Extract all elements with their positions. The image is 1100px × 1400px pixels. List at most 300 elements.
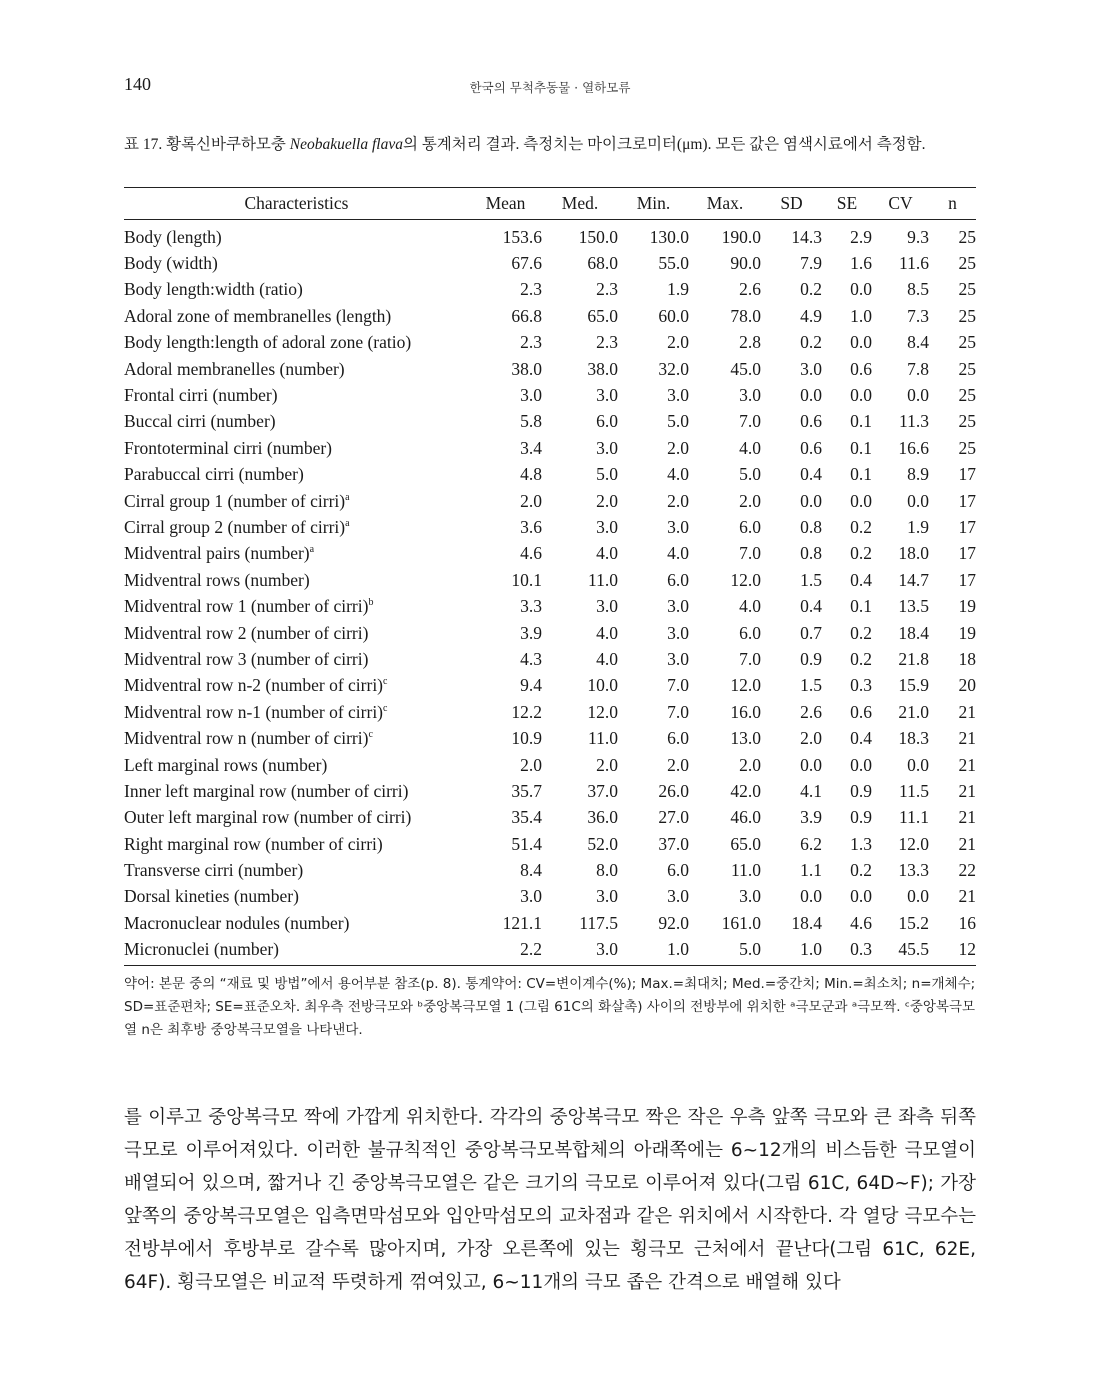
cell-mean: 2.0: [520, 754, 542, 775]
cell-max: 12.0: [730, 569, 761, 590]
characteristic-label: Transverse cirri (number): [124, 860, 304, 881]
cell-median: 3.0: [596, 437, 618, 458]
cell-n: 25: [958, 253, 976, 274]
table-row: [124, 857, 976, 883]
characteristic-label: Cirral group 1 (number of cirri): [124, 490, 346, 511]
cell-min: 4.0: [667, 543, 689, 564]
cell-min: 3.0: [667, 886, 689, 907]
cell-median: 3.0: [596, 516, 618, 537]
cell-se: 1.3: [850, 833, 872, 854]
cell-min: 4.0: [667, 464, 689, 485]
cell-n: 25: [958, 305, 976, 326]
cell-n: 17: [958, 569, 976, 590]
table-row: [124, 937, 976, 966]
cell-se: 0.4: [850, 728, 872, 749]
cell-mean: 153.6: [502, 226, 542, 247]
table-row: [124, 382, 976, 408]
cell-se: 0.0: [850, 332, 872, 353]
cell-median: 4.0: [596, 622, 618, 643]
cell-max: 3.0: [739, 385, 761, 406]
cell-median: 36.0: [587, 807, 618, 828]
cell-min: 3.0: [667, 516, 689, 537]
table-row: [124, 435, 976, 461]
characteristic-label: Macronuclear nodules (number): [124, 912, 350, 933]
running-header: 한국의 무척추동물 · 열하모류: [469, 80, 631, 95]
cell-max: 6.0: [739, 622, 761, 643]
footnote-marker: c: [383, 702, 388, 714]
cell-cv: 15.2: [898, 912, 929, 933]
cell-se: 0.3: [850, 675, 872, 696]
header-max: Max.: [689, 188, 761, 220]
cell-max: 90.0: [730, 253, 761, 274]
cell-mean: 67.6: [511, 253, 542, 274]
table-row: [124, 673, 976, 699]
body-paragraph: 를 이루고 중앙복극모 짝에 가깝게 위치한다. 각각의 중앙복극모 짝은 작은 우측 앞쪽 극모와 큰 좌측 뒤쪽 극모로 이루어져있다. 이러한 불규칙적인 중앙복극모복합체의 아래쪽에는 6~12개의 비스듬한 극모열이 배열되어 있으며, 짧거나 긴 중앙복극모열은 같은 크기의 극모로 이루어져 있다(그림 61C, 64D~F); 가장 앞쪽의 중앙복극모열은 입측면막섬모와 입안막섬모의 교차점과 같은 위치에서 시작한다. 각 열당 극모수는 전방부에서 후방부로 갈수록 많아지며, 가장 오른쪽에 있는 횡극모 근처에서 끝난다(그림 61C, 62E, 64F). 횡극모열은 비교적 뚜렷하게 꺾여있고, 6~11개의 극모 좁은 간격으로 배열해 있다: [124, 1107, 976, 1293]
table-row: [124, 462, 976, 488]
cell-mean: 2.3: [520, 332, 542, 353]
cell-n: 25: [958, 437, 976, 458]
cell-mean: 35.4: [511, 807, 542, 828]
cell-median: 68.0: [587, 253, 618, 274]
cell-n: 21: [958, 701, 976, 722]
cell-min: 3.0: [667, 385, 689, 406]
cell-mean: 5.8: [520, 411, 542, 432]
characteristic-label: Left marginal rows (number): [124, 754, 328, 775]
table-row: [124, 778, 976, 804]
cell-median: 3.0: [596, 385, 618, 406]
characteristic-label: Outer left marginal row (number of cirri): [124, 807, 412, 828]
cell-median: 2.3: [596, 279, 618, 300]
cell-cv: 11.5: [899, 780, 929, 801]
cell-mean: 2.2: [469, 937, 542, 966]
cell-n: 17: [958, 516, 976, 537]
cell-min: 6.0: [667, 860, 689, 881]
cell-median: 2.0: [596, 754, 618, 775]
cell-n: 22: [958, 860, 976, 881]
cell-cv: 18.0: [898, 543, 929, 564]
cell-characteristic: [124, 831, 469, 857]
cell-max: 11.0: [731, 860, 761, 881]
cell-cv: 8.5: [907, 279, 929, 300]
cell-n: 21: [958, 754, 976, 775]
cell-max: 12.0: [730, 675, 761, 696]
cell-characteristic: [124, 435, 469, 461]
cell-min: 60.0: [658, 305, 689, 326]
cell-characteristic: [124, 752, 469, 778]
cell-characteristic: [124, 330, 469, 356]
cell-median: 3.0: [542, 937, 618, 966]
cell-max: 5.0: [689, 937, 761, 966]
cell-cv: 13.3: [898, 860, 929, 881]
header-se: SE: [822, 188, 872, 220]
cell-min: 26.0: [658, 780, 689, 801]
cell-n: 25: [958, 332, 976, 353]
table-row: [124, 884, 976, 910]
table-header-row: [124, 188, 976, 220]
cell-se: 0.6: [850, 701, 872, 722]
cell-n: 21: [958, 886, 976, 907]
cell-characteristic: [124, 937, 469, 966]
header-characteristics: Characteristics: [124, 188, 469, 220]
cell-min: 7.0: [667, 701, 689, 722]
table-row: [124, 593, 976, 619]
cell-sd: 0.8: [800, 516, 822, 537]
cell-sd: 2.0: [800, 728, 822, 749]
cell-characteristic: [124, 646, 469, 672]
cell-n: 25: [958, 385, 976, 406]
footnote-marker: a: [345, 518, 350, 530]
cell-cv: 14.7: [898, 569, 929, 590]
cell-characteristic: [124, 593, 469, 619]
cell-mean: 38.0: [511, 358, 542, 379]
cell-cv: 11.3: [899, 411, 929, 432]
cell-sd: 1.5: [800, 569, 822, 590]
cell-sd: 4.9: [800, 305, 822, 326]
cell-se: 0.2: [850, 622, 872, 643]
cell-min: 2.0: [667, 490, 689, 511]
cell-characteristic: [124, 356, 469, 382]
cell-min: 3.0: [667, 596, 689, 617]
cell-median: 11.0: [588, 728, 618, 749]
cell-sd: 3.9: [800, 807, 822, 828]
cell-n: 25: [958, 411, 976, 432]
table-row: [124, 725, 976, 751]
characteristic-label: Midventral row 1 (number of cirri): [124, 596, 369, 617]
cell-sd: 0.2: [800, 279, 822, 300]
statistics-table: [124, 187, 976, 966]
table-row: [124, 330, 976, 356]
caption-species: Neobakuella flava: [289, 136, 403, 153]
cell-min: 32.0: [658, 358, 689, 379]
cell-n: 12: [929, 937, 976, 966]
cell-max: 161.0: [721, 912, 761, 933]
cell-median: 65.0: [587, 305, 618, 326]
cell-se: 1.0: [850, 305, 872, 326]
cell-cv: 9.3: [907, 226, 929, 247]
table-row: [124, 303, 976, 329]
table-row: [124, 277, 976, 303]
table-row: [124, 646, 976, 672]
table-row: [124, 541, 976, 567]
statistics-table-wrap: [124, 187, 976, 966]
characteristic-label: Adoral zone of membranelles (length): [124, 305, 392, 326]
cell-min: 2.0: [667, 437, 689, 458]
cell-median: 3.0: [596, 596, 618, 617]
cell-sd: 0.6: [800, 411, 822, 432]
cell-n: 25: [958, 279, 976, 300]
cell-max: 4.0: [739, 596, 761, 617]
cell-median: 6.0: [596, 411, 618, 432]
cell-mean: 3.3: [520, 596, 542, 617]
characteristic-label: Parabuccal cirri (number): [124, 464, 304, 485]
cell-se: 0.2: [850, 648, 872, 669]
table-row: [124, 699, 976, 725]
footnote-marker: c: [368, 729, 373, 741]
cell-characteristic: [124, 541, 469, 567]
cell-se: 0.2: [850, 516, 872, 537]
cell-sd: 2.6: [800, 701, 822, 722]
cell-max: 45.0: [730, 358, 761, 379]
characteristic-label: Midventral row n (number of cirri): [124, 728, 369, 749]
cell-se: 1.6: [850, 253, 872, 274]
cell-cv: 11.6: [899, 253, 929, 274]
cell-cv: 0.0: [907, 886, 929, 907]
characteristic-label: Cirral group 2 (number of cirri): [124, 516, 346, 537]
cell-max: 7.0: [739, 411, 761, 432]
cell-min: 92.0: [658, 912, 689, 933]
cell-characteristic: [124, 220, 469, 251]
cell-mean: 9.4: [520, 675, 542, 696]
cell-n: 21: [958, 780, 976, 801]
cell-min: 6.0: [667, 728, 689, 749]
cell-max: 42.0: [730, 780, 761, 801]
cell-characteristic: [124, 409, 469, 435]
cell-max: 5.0: [739, 464, 761, 485]
cell-sd: 0.9: [800, 648, 822, 669]
cell-mean: 3.9: [520, 622, 542, 643]
cell-cv: 7.8: [907, 358, 929, 379]
cell-cv: 8.4: [907, 332, 929, 353]
cell-n: 18: [958, 648, 976, 669]
cell-se: 0.1: [850, 437, 872, 458]
cell-sd: 0.0: [800, 754, 822, 775]
cell-n: 19: [958, 622, 976, 643]
cell-characteristic: [124, 277, 469, 303]
table-footnote: 약어: 본문 중의 “재료 및 방법”에서 용어부분 참조(p. 8). 통계약어: CV=변이계수(%); Max.=최대치; Med.=중간치; Min.=최소치; n=개체수; SD=표준편차; SE=표준오차. 최우측 전방극모와 ᵇ중앙복극모열 1 (그림 61C의 화살촉) 사이의 전방부에 위치한 ᵃ극모군과 ᵃ극모짝. ᶜ중앙복극모열 n은 최후방 중앙복극모열을 나타낸다.: [124, 976, 976, 1038]
characteristic-label: Right marginal row (number of cirri): [124, 833, 383, 854]
page-number: 140: [124, 74, 151, 94]
cell-sd: 0.7: [800, 622, 822, 643]
cell-characteristic: [124, 514, 469, 540]
header-cv: CV: [872, 188, 929, 220]
cell-characteristic: [124, 673, 469, 699]
cell-se: 0.6: [850, 358, 872, 379]
cell-sd: 0.6: [800, 437, 822, 458]
characteristic-label: Midventral row n-1 (number of cirri): [124, 701, 384, 722]
cell-n: 20: [958, 675, 976, 696]
cell-se: 0.2: [850, 860, 872, 881]
cell-characteristic: [124, 910, 469, 936]
cell-max: 3.0: [739, 886, 761, 907]
cell-sd: 1.5: [800, 675, 822, 696]
cell-max: 46.0: [730, 807, 761, 828]
cell-median: 38.0: [587, 358, 618, 379]
footnote-marker: a: [309, 544, 315, 556]
cell-characteristic: [124, 620, 469, 646]
cell-max: 2.8: [739, 332, 761, 353]
cell-characteristic: [124, 567, 469, 593]
cell-cv: 13.5: [898, 596, 929, 617]
cell-mean: 12.2: [511, 701, 542, 722]
cell-cv: 0.0: [907, 385, 929, 406]
cell-sd: 0.2: [800, 332, 822, 353]
cell-cv: 11.1: [899, 807, 929, 828]
cell-characteristic: [124, 805, 469, 831]
cell-sd: 6.2: [800, 833, 822, 854]
cell-n: 21: [958, 807, 976, 828]
cell-median: 8.0: [596, 860, 618, 881]
cell-min: 7.0: [667, 675, 689, 696]
cell-median: 11.0: [588, 569, 618, 590]
cell-n: 16: [958, 912, 976, 933]
cell-median: 4.0: [596, 648, 618, 669]
characteristic-label: Body length:width (ratio): [124, 279, 303, 300]
cell-max: 2.0: [739, 754, 761, 775]
cell-sd: 1.1: [800, 860, 822, 881]
cell-se: 4.6: [850, 912, 872, 933]
table-row: [124, 910, 976, 936]
characteristic-label: Midventral pairs (number): [124, 543, 310, 564]
cell-n: 17: [958, 464, 976, 485]
characteristic-label: Frontoterminal cirri (number): [124, 437, 332, 458]
table-row: [124, 409, 976, 435]
cell-median: 10.0: [587, 675, 618, 696]
cell-mean: 8.4: [520, 860, 542, 881]
characteristic-label: Adoral membranelles (number): [124, 358, 345, 379]
cell-min: 3.0: [667, 622, 689, 643]
cell-sd: 0.0: [800, 886, 822, 907]
cell-min: 1.0: [618, 937, 689, 966]
footnote-marker: c: [383, 676, 388, 688]
cell-se: 0.1: [850, 464, 872, 485]
cell-max: 7.0: [739, 648, 761, 669]
cell-median: 2.0: [596, 490, 618, 511]
cell-max: 2.6: [739, 279, 761, 300]
cell-mean: 121.1: [502, 912, 542, 933]
table-row: [124, 488, 976, 514]
cell-se: 0.0: [850, 754, 872, 775]
cell-cv: 21.8: [898, 648, 929, 669]
cell-sd: 0.0: [800, 385, 822, 406]
cell-min: 27.0: [658, 807, 689, 828]
characteristic-label: Dorsal kineties (number): [124, 886, 299, 907]
table-row: [124, 752, 976, 778]
cell-cv: 45.5: [872, 937, 929, 966]
cell-median: 2.3: [596, 332, 618, 353]
caption-prefix: 표 17. 황록신바쿠하모충: [124, 136, 290, 153]
table-row: [124, 356, 976, 382]
cell-sd: 14.3: [791, 226, 822, 247]
cell-mean: 51.4: [511, 833, 542, 854]
cell-median: 12.0: [587, 701, 618, 722]
cell-max: 65.0: [730, 833, 761, 854]
cell-characteristic: [124, 725, 469, 751]
cell-cv: 18.4: [898, 622, 929, 643]
cell-max: 78.0: [730, 305, 761, 326]
cell-mean: 4.8: [520, 464, 542, 485]
cell-mean: 3.0: [520, 886, 542, 907]
cell-se: 0.0: [850, 385, 872, 406]
cell-mean: 10.9: [511, 728, 542, 749]
cell-mean: 66.8: [511, 305, 542, 326]
cell-mean: 2.0: [520, 490, 542, 511]
cell-min: 55.0: [658, 253, 689, 274]
cell-se: 0.0: [850, 279, 872, 300]
characteristic-label: Midventral rows (number): [124, 569, 310, 590]
cell-mean: 3.4: [520, 437, 542, 458]
cell-median: 117.5: [579, 912, 618, 933]
characteristic-label: Body (length): [124, 226, 222, 247]
cell-mean: 10.1: [511, 569, 542, 590]
cell-characteristic: [124, 884, 469, 910]
header-median: Med.: [542, 188, 618, 220]
cell-se: 0.1: [850, 411, 872, 432]
cell-median: 52.0: [587, 833, 618, 854]
cell-se: 0.9: [850, 807, 872, 828]
footnote-marker: a: [345, 491, 350, 503]
cell-characteristic: [124, 462, 469, 488]
cell-n: 25: [958, 226, 976, 247]
cell-mean: 3.6: [520, 516, 542, 537]
characteristic-label: Body (width): [124, 253, 218, 274]
cell-se: 0.4: [850, 569, 872, 590]
cell-max: 2.0: [739, 490, 761, 511]
cell-max: 190.0: [721, 226, 761, 247]
footnote-marker: b: [368, 597, 374, 609]
table-body: [124, 220, 976, 966]
cell-n: 21: [958, 833, 976, 854]
characteristic-label: Inner left marginal row (number of cirri): [124, 780, 409, 801]
cell-se: 2.9: [850, 226, 872, 247]
cell-characteristic: [124, 857, 469, 883]
characteristic-label: Body length:length of adoral zone (ratio): [124, 332, 412, 353]
cell-sd: 4.1: [800, 780, 822, 801]
cell-median: 5.0: [596, 464, 618, 485]
cell-mean: 4.3: [520, 648, 542, 669]
cell-characteristic: [124, 778, 469, 804]
cell-n: 17: [958, 490, 976, 511]
cell-min: 130.0: [649, 226, 689, 247]
cell-mean: 35.7: [511, 780, 542, 801]
header-mean: Mean: [469, 188, 542, 220]
table-row: [124, 250, 976, 276]
cell-characteristic: [124, 303, 469, 329]
cell-sd: 3.0: [800, 358, 822, 379]
table-row: [124, 567, 976, 593]
cell-min: 1.9: [667, 279, 689, 300]
cell-cv: 15.9: [898, 675, 929, 696]
cell-sd: 0.4: [800, 464, 822, 485]
cell-min: 37.0: [658, 833, 689, 854]
cell-median: 3.0: [596, 886, 618, 907]
table-row: [124, 514, 976, 540]
cell-se: 0.0: [850, 886, 872, 907]
cell-cv: 0.0: [907, 490, 929, 511]
cell-n: 21: [958, 728, 976, 749]
characteristic-label: Midventral row 3 (number of cirri): [124, 648, 369, 669]
header-min: Min.: [618, 188, 689, 220]
cell-sd: 1.0: [761, 937, 822, 966]
cell-max: 4.0: [739, 437, 761, 458]
table-row: [124, 831, 976, 857]
caption-suffix: 의 통계처리 결과. 측정치는 마이크로미터(μm). 모든 값은 염색시료에서 측정함.: [402, 136, 926, 153]
cell-n: 19: [958, 596, 976, 617]
cell-min: 2.0: [667, 332, 689, 353]
cell-cv: 12.0: [898, 833, 929, 854]
cell-se: 0.9: [850, 780, 872, 801]
cell-cv: 8.9: [907, 464, 929, 485]
cell-median: 150.0: [578, 226, 618, 247]
cell-max: 16.0: [730, 701, 761, 722]
cell-max: 13.0: [730, 728, 761, 749]
cell-characteristic: [124, 382, 469, 408]
cell-sd: 18.4: [791, 912, 822, 933]
cell-cv: 16.6: [898, 437, 929, 458]
cell-se: 0.0: [850, 490, 872, 511]
table-caption: [124, 132, 976, 157]
characteristic-label: Frontal cirri (number): [124, 385, 278, 406]
cell-min: 3.0: [667, 648, 689, 669]
